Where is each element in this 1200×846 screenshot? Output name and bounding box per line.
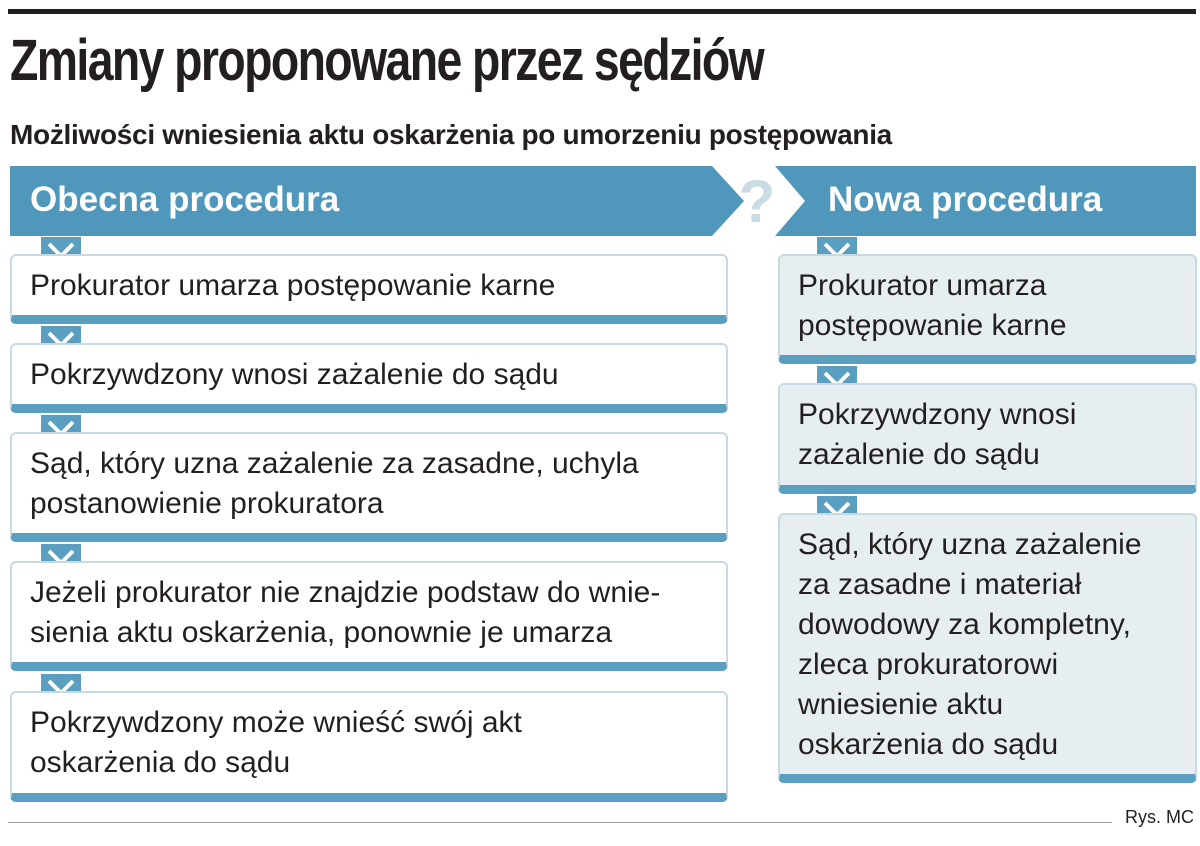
current-step-5: [10, 691, 728, 802]
proposed-step-3-line-5: wniesienie aktu: [798, 688, 1004, 721]
current-step-4-line-1: Jeżeli prokurator nie znajdzie podstaw do wnie-: [30, 576, 661, 609]
current-step-2: [10, 343, 728, 413]
current-step-5-line-2: oskarżenia do sądu: [30, 746, 291, 779]
current-step-1-line-1: Prokurator umarza postępowanie karne: [30, 269, 556, 302]
current-step-2-line-1: Pokrzywdzony wnosi zażalenie do sądu: [30, 358, 559, 391]
proposed-step-2-line-2: zażalenie do sądu: [798, 438, 1040, 471]
current-step-3-line-2: postanowienie prokuratora: [30, 487, 384, 520]
current-step-4-line-2: sienia aktu oskarżenia, ponownie je umarza: [30, 616, 612, 649]
bottom-rule: [8, 822, 1112, 823]
current-step-3-line-1: Sąd, który uzna zażalenie za zasadne, uchyla: [30, 447, 639, 480]
proposed-procedure-heading: Nowa procedura: [828, 180, 1103, 219]
current-step-3: [10, 432, 728, 542]
proposed-step-2: [778, 383, 1197, 494]
image-credit: Rys. MC: [1125, 807, 1194, 827]
current-step-4: [10, 561, 728, 671]
current-step-1: [10, 254, 728, 324]
top-rule: [8, 9, 1196, 14]
proposed-step-3-line-4: zleca prokuratorowi: [798, 648, 1059, 681]
page-title: Zmiany proponowane przez sędziów: [10, 28, 764, 93]
proposed-step-3: [778, 513, 1197, 783]
page-subtitle: Możliwości wniesienia aktu oskarżenia po umorzeniu postępowania: [10, 119, 892, 150]
proposed-step-2-line-1: Pokrzywdzony wnosi: [798, 398, 1077, 431]
proposed-step-1-line-1: Prokurator umarza: [798, 269, 1047, 302]
current-procedure-heading: Obecna procedura: [30, 180, 340, 219]
question-mark: ?: [738, 168, 776, 235]
proposed-step-3-line-3: dowodowy za kompletny,: [798, 608, 1131, 641]
proposed-step-1: [778, 254, 1197, 364]
proposed-step-3-line-1: Sąd, który uzna zażalenie: [798, 528, 1142, 561]
proposed-step-3-line-2: za zasadne i materiał: [798, 568, 1082, 601]
proposed-step-1-line-2: postępowanie karne: [798, 309, 1067, 342]
proposed-step-3-line-6: oskarżenia do sądu: [798, 728, 1059, 761]
current-step-5-line-1: Pokrzywdzony może wnieść swój akt: [30, 706, 522, 739]
